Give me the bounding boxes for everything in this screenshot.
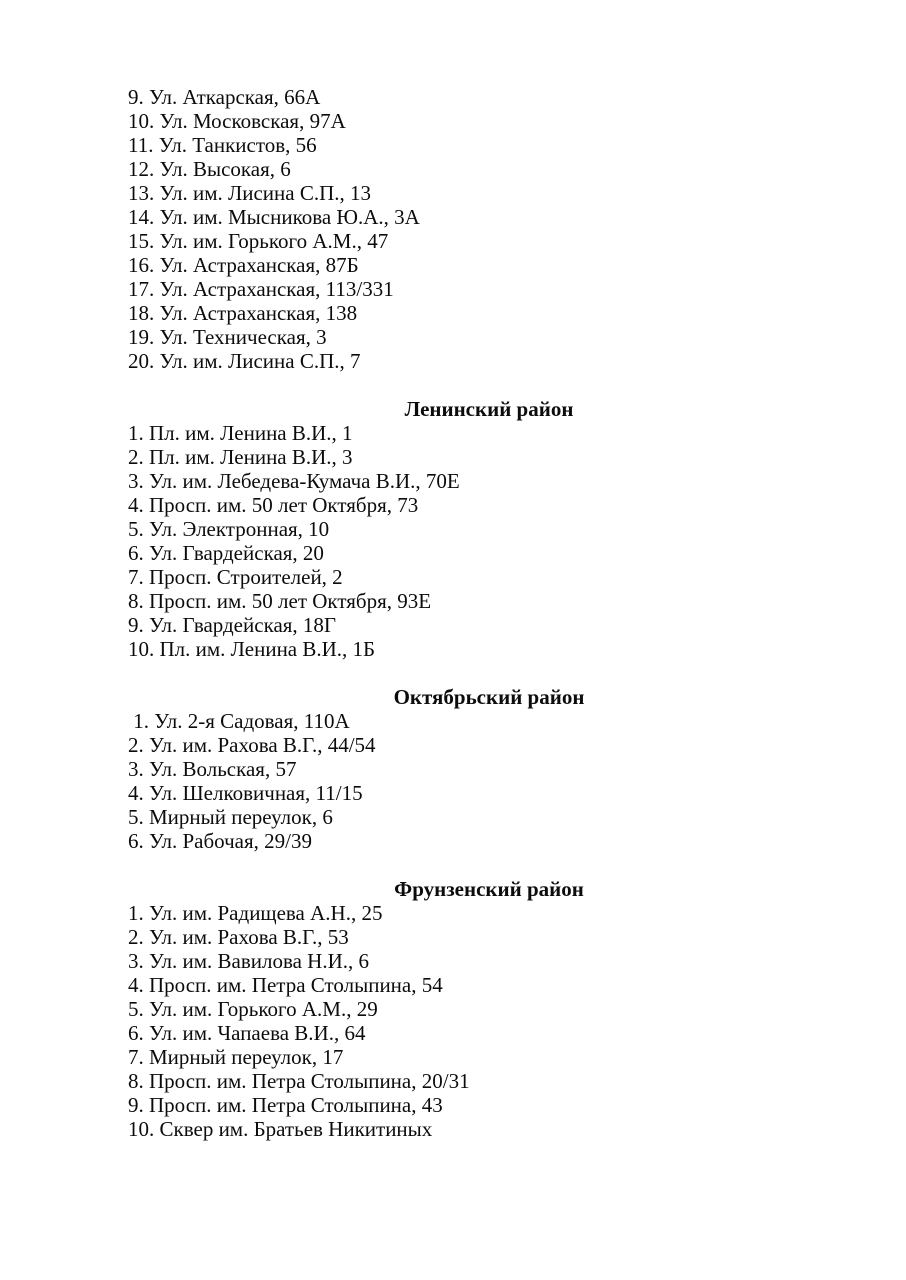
list-item: 2. Пл. им. Ленина В.И., 3	[128, 445, 353, 469]
list-item: 1. Пл. им. Ленина В.И., 1	[128, 421, 353, 445]
address-list	[128, 901, 850, 1141]
list-item: 3. Ул. им. Вавилова Н.И., 6	[128, 949, 370, 973]
list-item: 2. Ул. им. Рахова В.Г., 44/54	[128, 733, 376, 757]
list-item: 9. Ул. Аткарская, 66А	[128, 85, 321, 109]
list-item: 3. Ул. Вольская, 57	[128, 757, 297, 781]
address-list	[128, 85, 850, 373]
list-item: 14. Ул. им. Мысникова Ю.А., 3А	[128, 205, 420, 229]
address-list	[128, 709, 850, 853]
list-item: 5. Ул. им. Горького А.М., 29	[128, 997, 378, 1021]
section-heading: Фрунзенский район	[394, 877, 584, 901]
address-list	[128, 421, 850, 661]
list-item: 1. Ул. им. Радищева А.Н., 25	[128, 901, 383, 925]
section-oktyabrsky-district	[128, 685, 850, 853]
list-item: 7. Мирный переулок, 17	[128, 1045, 344, 1069]
list-item: 9. Просп. им. Петра Столыпина, 43	[128, 1093, 443, 1117]
list-item: 6. Ул. Рабочая, 29/39	[128, 829, 312, 853]
list-item: 8. Просп. им. 50 лет Октября, 93Е	[128, 589, 432, 613]
list-item: 11. Ул. Танкистов, 56	[128, 133, 317, 157]
list-item: 10. Пл. им. Ленина В.И., 1Б	[128, 637, 376, 661]
section-heading: Ленинский район	[404, 397, 574, 421]
list-item: 10. Ул. Московская, 97А	[128, 109, 346, 133]
list-item: 8. Просп. им. Петра Столыпина, 20/31	[128, 1069, 470, 1093]
list-item: 5. Мирный переулок, 6	[128, 805, 333, 829]
list-item: 4. Ул. Шелковичная, 11/15	[128, 781, 363, 805]
list-item: 12. Ул. Высокая, 6	[128, 157, 291, 181]
list-item: 4. Просп. им. Петра Столыпина, 54	[128, 973, 443, 997]
list-item: 19. Ул. Техническая, 3	[128, 325, 327, 349]
list-item: 13. Ул. им. Лисина С.П., 13	[128, 181, 372, 205]
section-heading: Октябрьский район	[393, 685, 585, 709]
list-item: 6. Ул. Гвардейская, 20	[128, 541, 324, 565]
list-item: 1. Ул. 2-я Садовая, 110А	[128, 709, 350, 733]
list-item: 17. Ул. Астраханская, 113/331	[128, 277, 394, 301]
list-item: 9. Ул. Гвардейская, 18Г	[128, 613, 337, 637]
list-item: 20. Ул. им. Лисина С.П., 7	[128, 349, 361, 373]
list-item: 4. Просп. им. 50 лет Октября, 73	[128, 493, 419, 517]
section-leninsky-district	[128, 397, 850, 661]
section-frunzensky-district	[128, 877, 850, 1141]
address-list-continuation	[128, 85, 850, 373]
list-item: 6. Ул. им. Чапаева В.И., 64	[128, 1021, 366, 1045]
list-item: 15. Ул. им. Горького А.М., 47	[128, 229, 389, 253]
list-item: 16. Ул. Астраханская, 87Б	[128, 253, 359, 277]
list-item: 10. Сквер им. Братьев Никитиных	[128, 1117, 433, 1141]
list-item: 5. Ул. Электронная, 10	[128, 517, 330, 541]
list-item: 2. Ул. им. Рахова В.Г., 53	[128, 925, 349, 949]
list-item: 3. Ул. им. Лебедева-Кумача В.И., 70Е	[128, 469, 460, 493]
list-item: 7. Просп. Строителей, 2	[128, 565, 343, 589]
list-item: 18. Ул. Астраханская, 138	[128, 301, 358, 325]
